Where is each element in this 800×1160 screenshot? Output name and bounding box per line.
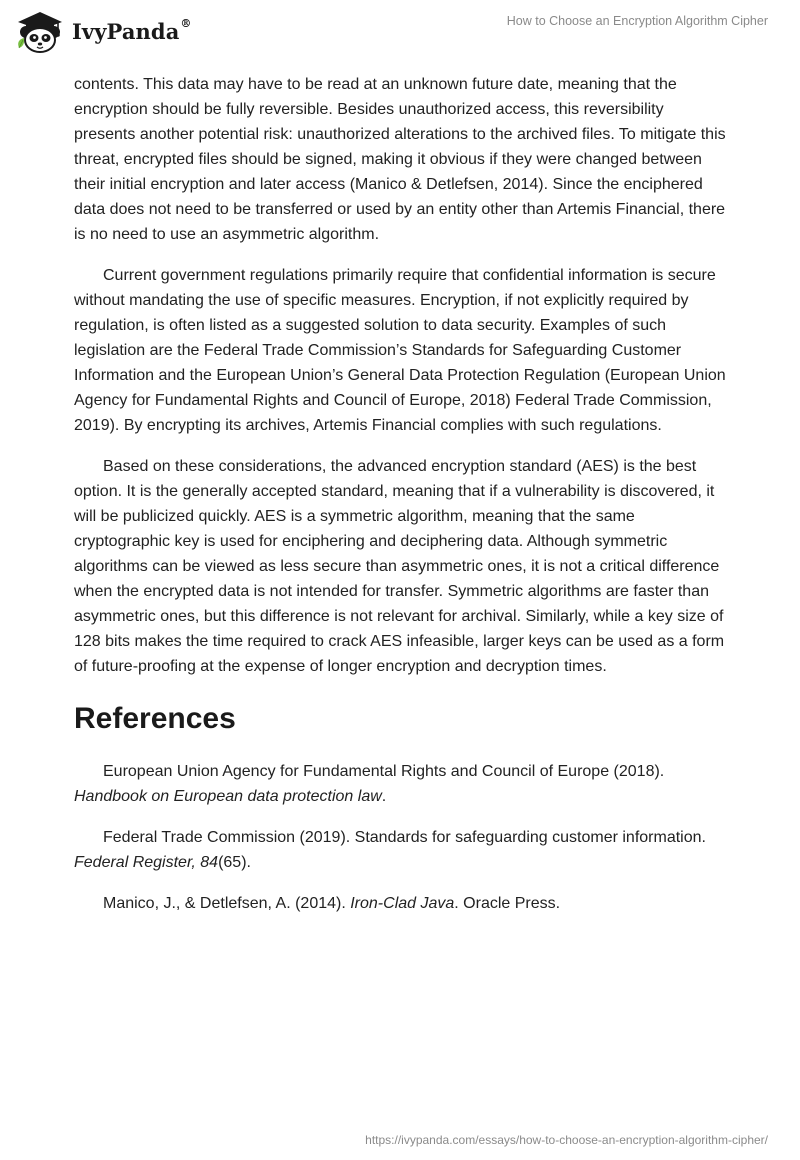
paragraph-regulations: Current government regulations primarily require that confidential information is secure without mandating the use of specific measures. Encryption, if not explicitly required by regulation, is often listed as a suggested solution to data security. Examples of such legislation are the Federal Trade Commission’s Standards for Safeguarding Customer Information and the European Union’s General Data Protection Regulation (European Union Agency for Fundamental Rights and Council of Europe, 2018) Federal Trade Commission, 2019). By encrypting its archives, Artemis Financial complies with such regulations. xyxy=(74,267,726,434)
ivypanda-logo[interactable] xyxy=(14,8,192,54)
reference-item: Manico, J., & Detlefsen, A. (2014). Iron-Clad Java. Oracle Press. xyxy=(103,895,561,912)
source-url[interactable]: https://ivypanda.com/essays/how-to-choose-an-encryption-algorithm-cipher/ xyxy=(365,1133,768,1147)
document-title: How to Choose an Encryption Algorithm Cipher xyxy=(506,14,768,28)
essay-body xyxy=(74,72,726,932)
paragraph-aes-recommendation: Based on these considerations, the advanced encryption standard (AES) is the best option. It is the generally accepted standard, meaning that if a vulnerability is discovered, it will be publicized quickly. AES is a symmetric algorithm, meaning that the same cryptographic key is used for enciphering and deciphering data. Although symmetric algorithms can be viewed as less secure than asymmetric ones, it is not a critical difference when the encrypted data is not intended for transfer. Symmetric algorithms are faster than asymmetric ones, but this difference is not relevant for archival. Similarly, while a key size of 128 bits makes the time required to crack AES infeasible, larger keys can be used as a form of future-proofing at the expense of longer encryption and decryption times. xyxy=(74,458,725,675)
references-heading: References xyxy=(74,702,236,735)
reference-item: Federal Trade Commission (2019). Standards for safeguarding customer information. Federal Register, 84(65). xyxy=(74,829,706,871)
page-header xyxy=(0,0,800,70)
registered-mark: ® xyxy=(180,16,192,30)
reference-item: European Union Agency for Fundamental Rights and Council of Europe (2018). Handbook on European data protection law. xyxy=(74,763,665,805)
brand-name: IvyPanda® xyxy=(72,16,192,44)
panda-logo-icon xyxy=(14,8,66,54)
paragraph-continuation: contents. This data may have to be read at an unknown future date, meaning that the encryption should be fully reversible. Besides unauthorized access, this reversibility presents another potential risk: unauthorized alterations to the archived files. To mitigate this threat, encrypted files should be signed, making it obvious if they were changed between their initial encryption and later access (Manico & Detlefsen, 2014). Since the enciphered data does not need to be transferred or used by an entity other than Artemis Financial, there is no need to use an asymmetric algorithm. xyxy=(74,76,726,243)
